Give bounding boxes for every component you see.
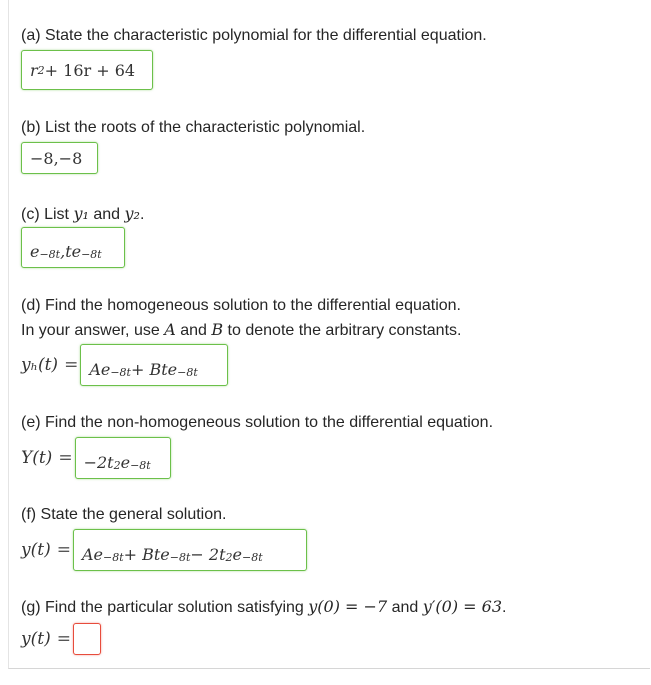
answer-f-p4: e — [232, 545, 242, 564]
question-c-prefix: (c) List — [21, 206, 74, 223]
answer-f-row — [21, 529, 307, 571]
answer-a-r: r — [30, 60, 38, 80]
answer-f-eq: = — [56, 540, 71, 560]
answer-a-exp: 2 — [37, 63, 45, 77]
answer-e-exp1: 2 — [113, 459, 121, 472]
answer-d-eq: = — [64, 355, 79, 375]
answer-c-input[interactable] — [21, 227, 125, 268]
answer-c-exp2: −8t — [81, 248, 102, 261]
answer-d-exp2: −8t — [177, 366, 198, 379]
answer-c-exp1: −8t — [39, 248, 61, 261]
question-g-period: . — [502, 599, 507, 616]
answer-d-exp1: −8t — [110, 366, 131, 379]
question-c-and: and — [88, 206, 125, 223]
answer-g-input[interactable] — [73, 623, 101, 655]
question-d-line1: (d) Find the homogeneous solution to the differential equation. — [21, 297, 461, 314]
answer-g-lhs: y(t) — [21, 629, 51, 649]
answer-c-e: e — [30, 242, 40, 261]
answer-f-exp4: −8t — [242, 551, 263, 564]
answer-d-row — [21, 344, 228, 386]
answer-f-exp2: −8t — [169, 551, 191, 564]
question-d-prefix: In your answer, use — [21, 322, 165, 339]
question-d-B: B — [211, 320, 224, 339]
answer-e-p1: −2t — [83, 453, 114, 472]
question-d-suffix: to denote the arbitrary constants. — [223, 322, 462, 339]
question-c-y1: y₁ — [73, 204, 89, 223]
answer-f-exp3: 2 — [225, 551, 233, 564]
question-c — [21, 204, 144, 225]
question-c-y2: y₂ — [124, 204, 140, 223]
answer-a-input[interactable] — [21, 50, 153, 90]
question-f: (f) State the general solution. — [21, 506, 227, 523]
answer-d-input[interactable] — [80, 344, 228, 386]
answer-d-lhs: yₕ(t) — [21, 355, 59, 375]
answer-f-p1: Ae — [81, 545, 103, 564]
answer-a-rest: + 16r + 64 — [44, 60, 136, 80]
answer-d-p2: + Bte — [130, 360, 178, 379]
answer-e-exp2: −8t — [130, 459, 151, 472]
answer-g-eq: = — [56, 629, 71, 649]
question-g-cond1: y(0) = −7 — [308, 597, 388, 616]
question-d-and: and — [175, 322, 212, 339]
answer-g-row — [21, 622, 101, 656]
answer-f-p3: − 2t — [190, 545, 226, 564]
question-g-prefix: (g) Find the particular solution satisfying — [21, 599, 309, 616]
question-g — [21, 597, 506, 618]
answer-b-input[interactable] — [21, 142, 98, 174]
question-d-A: A — [164, 320, 176, 339]
answer-b-value: −8,−8 — [30, 148, 83, 168]
answer-d-p1: Ae — [89, 360, 111, 379]
question-a: (a) State the characteristic polynomial for the differential equation. — [21, 27, 487, 44]
answer-e-row — [21, 437, 171, 479]
answer-f-lhs: y(t) — [21, 540, 51, 560]
question-g-and: and — [387, 599, 423, 616]
answer-e-input[interactable] — [75, 437, 171, 479]
answer-f-p2: + Bte — [123, 545, 170, 564]
question-c-period: . — [139, 206, 145, 223]
question-e: (e) Find the non-homogeneous solution to the differential equation. — [21, 414, 494, 431]
answer-c-te: ,te — [60, 242, 82, 261]
answer-e-eq: = — [58, 448, 73, 468]
answer-f-exp1: −8t — [102, 551, 124, 564]
answer-e-lhs: Y(t) — [21, 448, 53, 468]
answer-f-input[interactable] — [73, 529, 307, 571]
answer-e-p2: e — [120, 453, 131, 472]
question-g-cond2: y′(0) = 63 — [422, 597, 502, 616]
question-b: (b) List the roots of the characteristic polynomial. — [21, 119, 366, 136]
question-d-line2 — [21, 320, 461, 341]
